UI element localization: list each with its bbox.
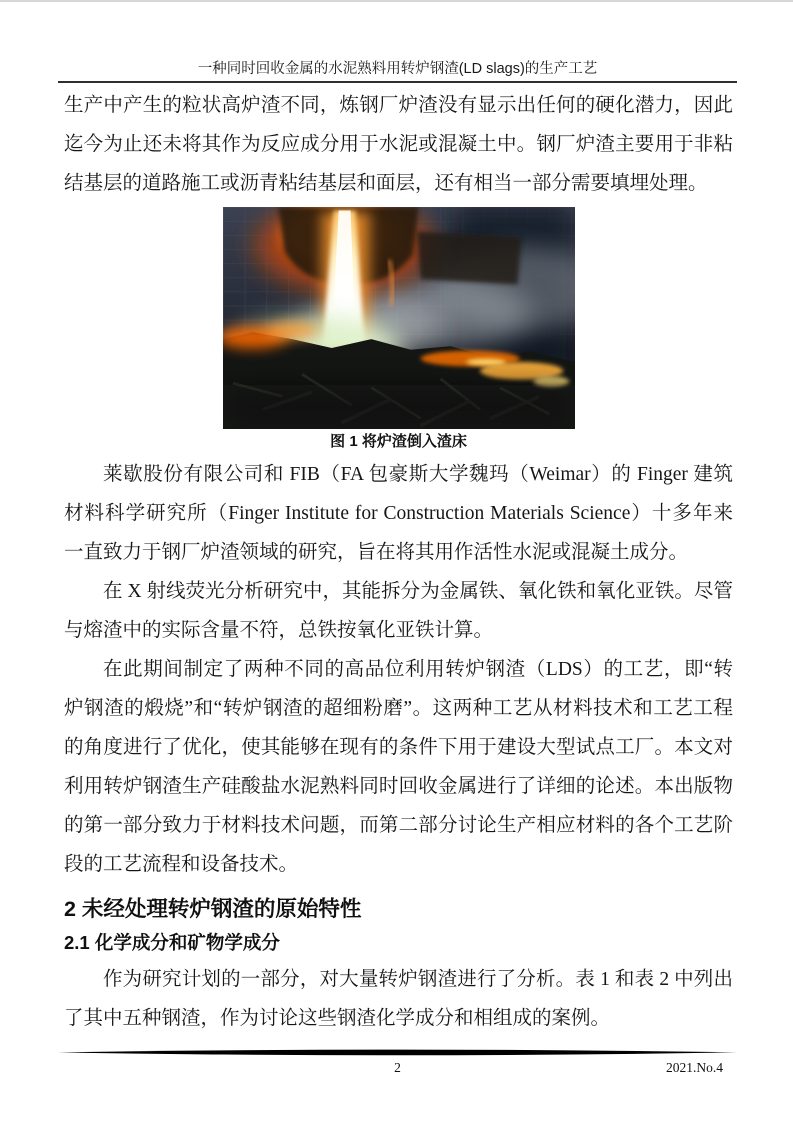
document-body bbox=[64, 86, 733, 1038]
paragraph-2: 莱歇股份有限公司和 FIB（FA 包豪斯大学魏玛（Weimar）的 Finger 建筑材料科学研究所（Finger Institute for Construction Materials Science）十多年来一直致力于钢厂炉渣领域的研究，旨在将其用作活性水泥或混凝土成分。 bbox=[64, 464, 733, 563]
subsection-heading: 2.1 化学成分和矿物学成分 bbox=[64, 932, 280, 953]
section-heading: 2 未经处理转炉钢渣的原始特性 bbox=[64, 897, 362, 921]
paragraph-4: 在此期间制定了两种不同的高品位利用转炉钢渣（LDS）的工艺，即“转炉钢渣的煅烧”和“转炉钢渣的超细粉磨”。这两种工艺从材料技术和工艺工程的角度进行了优化，使其能够在现有的条件下用于建设大型试点工厂。本文对利用转炉钢渣生产硅酸盐水泥熟料同时回收金属进行了详细的论述。本出版物的第一部分致力于材料技术问题，而第二部分讨论生产相应材料的各个工艺阶段的工艺流程和设备技术。 bbox=[64, 659, 733, 875]
slag-pouring-photo-art bbox=[223, 207, 575, 429]
paragraph-5: 作为研究计划的一部分，对大量转炉钢渣进行了分析。表 1 和表 2 中列出了其中五种钢渣，作为讨论这些钢渣化学成分和相组成的案例。 bbox=[64, 969, 733, 1029]
running-header-title: 一种同时回收金属的水泥熟料用转炉钢渣(LD slags)的生产工艺 bbox=[197, 61, 598, 77]
figure-1 bbox=[64, 207, 733, 453]
page-number: 2 bbox=[394, 1060, 401, 1075]
footer-rule bbox=[58, 1049, 737, 1058]
paragraph-1: 生产中产生的粒状高炉渣不同，炼钢厂炉渣没有显示出任何的硬化潜力，因此迄今为止还未将其作为反应成分用于水泥或混凝土中。钢厂炉渣主要用于非粘结基层的道路施工或沥青粘结基层和面层，还有相当一部分需要填埋处理。 bbox=[64, 95, 733, 194]
slag-pouring-photo bbox=[223, 207, 575, 429]
figure-caption: 图 1 将炉渣倒入渣床 bbox=[330, 433, 467, 450]
page-footer bbox=[58, 1049, 737, 1075]
running-header bbox=[58, 0, 737, 83]
issue-number: 2021.No.4 bbox=[666, 1060, 723, 1075]
paragraph-3: 在 X 射线荧光分析研究中，其能拆分为金属铁、氧化铁和氧化亚铁。尽管与熔渣中的实际含量不符，总铁按氧化亚铁计算。 bbox=[64, 581, 733, 641]
